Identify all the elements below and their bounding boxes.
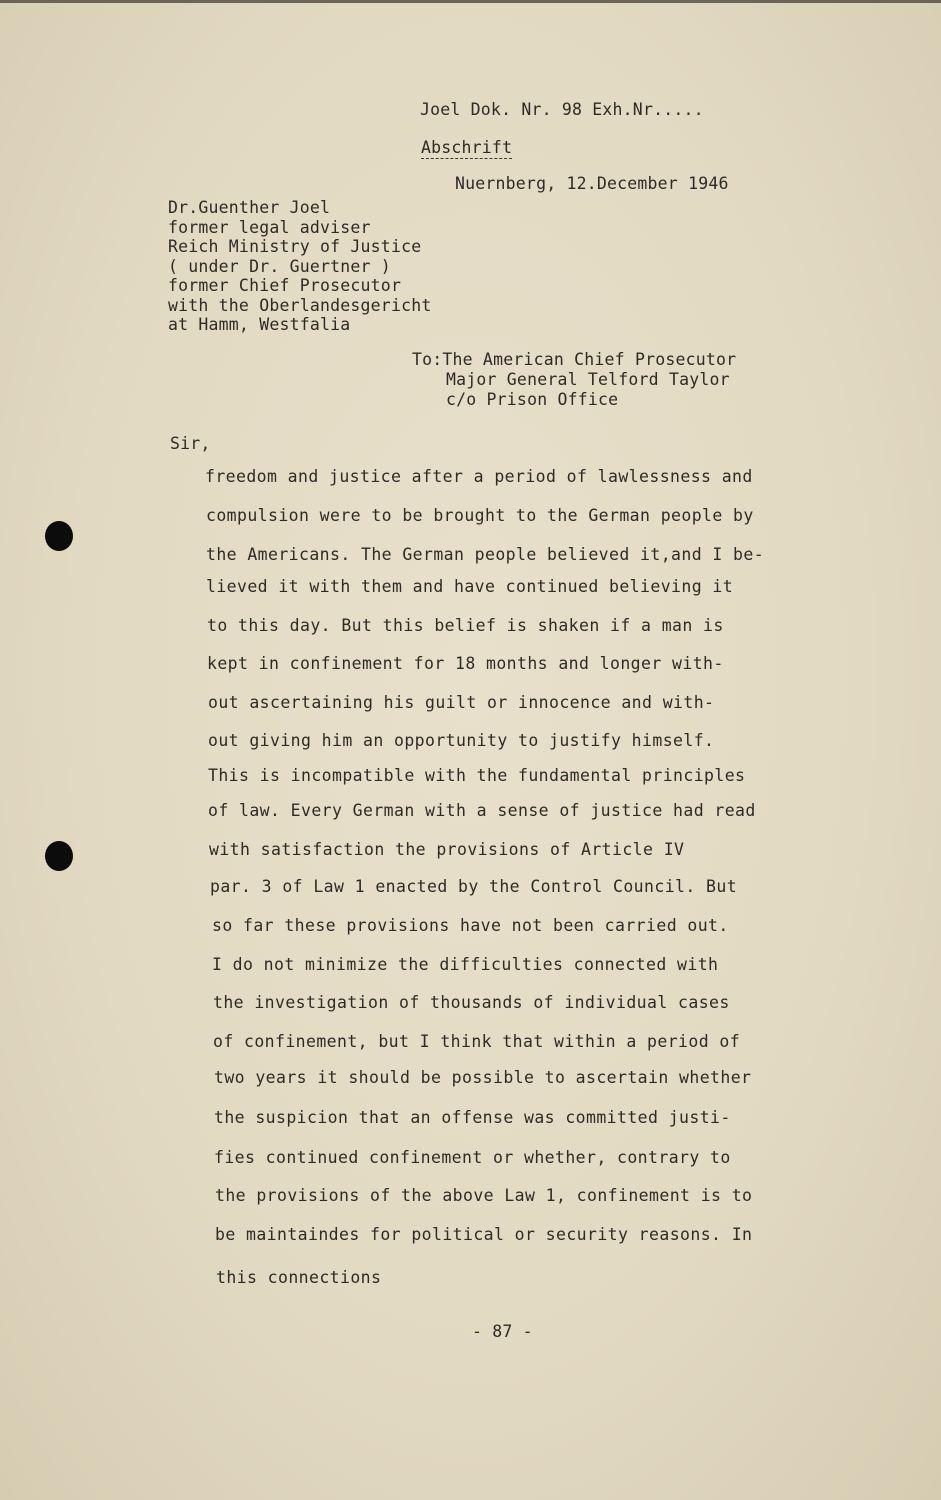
page-top-edge (0, 0, 941, 3)
sender-line: with the Oberlandesgericht (168, 295, 432, 315)
body-line: freedom and justice after a period of lawlessness and (205, 467, 753, 486)
document-reference: Joel Dok. Nr. 98 Exh.Nr..... (420, 100, 704, 119)
recipient-line: c/o Prison Office (446, 390, 619, 409)
punch-hole (45, 841, 73, 871)
sender-line: at Hamm, Westfalia (168, 315, 351, 334)
body-line: This is incompatible with the fundamental principles (208, 766, 746, 785)
body-line: with satisfaction the provisions of Article IV (209, 840, 685, 859)
body-line: of confinement, but I think that within a period of (213, 1032, 741, 1051)
body-line: out giving him an opportunity to justify himself. (208, 731, 715, 750)
body-line: to this day. But this belief is shaken if a man is (207, 616, 724, 635)
body-line: the provisions of the above Law 1, confinement is to (215, 1186, 753, 1205)
sender-line: former Chief Prosecutor (168, 276, 402, 295)
salutation: Sir, (170, 434, 211, 453)
sender-line: Reich Ministry of Justice (168, 237, 422, 256)
body-line: be maintaindes for political or security reasons. In (215, 1225, 753, 1244)
body-line: the Americans. The German people believed it,and I be- (206, 545, 765, 564)
sender-line: Dr.Guenther Joel (168, 198, 331, 217)
recipient-line: Major General Telford Taylor (446, 370, 730, 389)
place-date: Nuernberg, 12.December 1946 (455, 174, 729, 193)
body-line: lieved it with them and have continued believing it (206, 577, 734, 596)
document-heading: Abschrift (421, 138, 513, 157)
sender-block (168, 198, 431, 335)
page-number: - 87 - (472, 1322, 533, 1341)
recipient-line: To:The American Chief Prosecutor (412, 350, 737, 369)
body-line: of law. Every German with a sense of justice had read (208, 801, 756, 820)
body-line: kept in confinement for 18 months and longer with- (207, 654, 724, 673)
body-line: this connections (216, 1268, 382, 1287)
body-line: out ascertaining his guilt or innocence and with- (208, 693, 715, 712)
body-line: so far these provisions have not been carried out. (212, 916, 729, 935)
body-line: the investigation of thousands of individual cases (213, 993, 730, 1012)
body-line: par. 3 of Law 1 enacted by the Control Council. But (210, 877, 738, 896)
sender-line: ( under Dr. Guertner ) (168, 256, 391, 276)
recipient-block (412, 350, 736, 410)
body-line: fies continued confinement or whether, contrary to (214, 1148, 731, 1167)
sender-line: former legal adviser (168, 217, 371, 237)
body-line: two years it should be possible to ascertain whether (214, 1068, 752, 1087)
body-line: the suspicion that an offense was committed justi- (214, 1108, 731, 1127)
punch-hole (45, 521, 73, 551)
body-line: compulsion were to be brought to the German people by (206, 506, 754, 525)
body-line: I do not minimize the difficulties connected with (212, 955, 719, 974)
